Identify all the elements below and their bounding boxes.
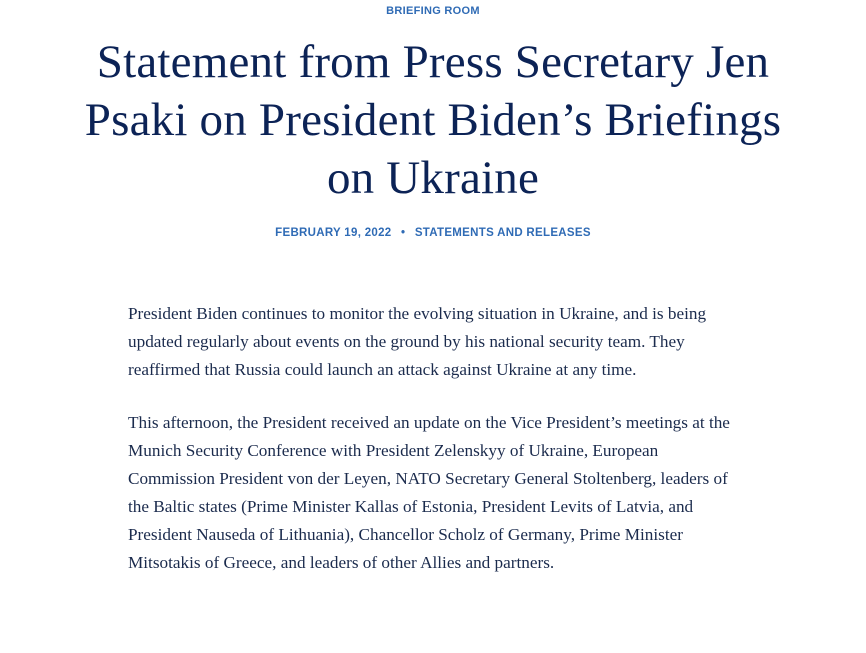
briefing-room-link[interactable]: BRIEFING ROOM <box>386 5 480 17</box>
meta-separator: • <box>400 227 406 239</box>
category-link[interactable]: STATEMENTS AND RELEASES <box>414 227 591 239</box>
page-title: Statement from Press Secretary Jen Psaki on President Biden’s Briefings on Ukraine <box>84 36 782 204</box>
body-paragraph-1: President Biden continues to monitor the evolving situation in Ukraine, and is being updated regularly about events on the ground by his national security team. They reaffirmed that Russia could launch an attack against Ukraine at any time. <box>128 304 707 379</box>
body-paragraph-2: This afternoon, the President received an update on the Vice President’s meetings at the Munich Security Conference with President Zelenskyy of Ukraine, European Commission President von der Leyen, NATO Secretary General Stoltenberg, leaders of the Baltic states (Prime Minister Kallas of Estonia, President Levits of Latvia, and President Nauseda of Lithuania), Chancellor Scholz of Germany, Prime Minister Mitsotakis of Greece, and leaders of other Allies and partners. <box>128 413 730 572</box>
publish-date: FEBRUARY 19, 2022 <box>275 227 392 239</box>
article-body <box>128 300 746 602</box>
article-meta <box>0 227 866 239</box>
